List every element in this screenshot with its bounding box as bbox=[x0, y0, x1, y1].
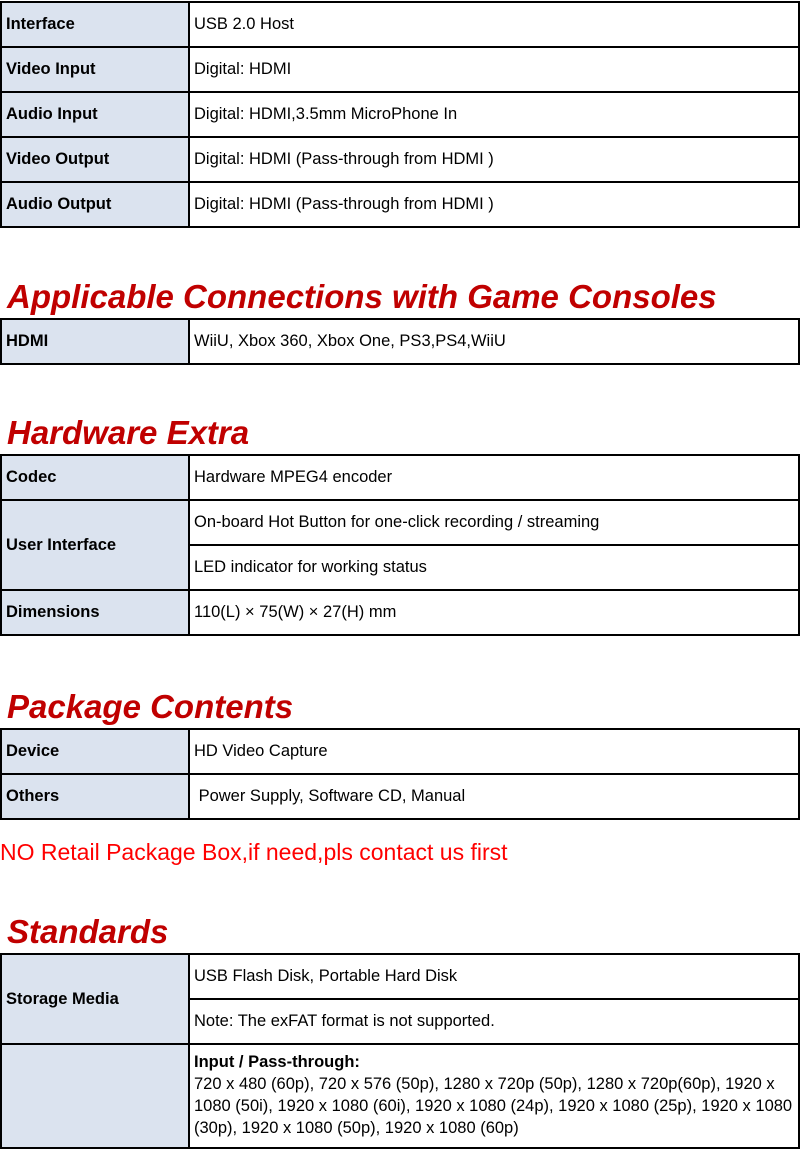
section-heading-package: Package Contents bbox=[7, 688, 294, 725]
consoles-spec-table bbox=[0, 318, 800, 365]
spec-key-empty bbox=[1, 1044, 189, 1148]
section-heading-hardware: Hardware Extra bbox=[7, 414, 250, 451]
spec-key: Device bbox=[1, 729, 189, 774]
spec-key: User Interface bbox=[1, 500, 189, 590]
spec-value: USB Flash Disk, Portable Hard Disk bbox=[189, 954, 799, 999]
resolution-list: 720 x 480 (60p), 720 x 576 (50p), 1280 x 720p (50p), 1280 x 720p(60p), 1920 x 1080 (50i), 1920 x 1080 (60i), 1920 x 1080 (24p), 1920 x 1080 (25p), 1920 x 1080 (30p), 1920 x 1080 (50p), 1920 x 1080 (60p) bbox=[194, 1075, 793, 1137]
package-spec-table bbox=[0, 728, 800, 820]
spec-key: Video Input bbox=[1, 47, 189, 92]
spec-key: Audio Output bbox=[1, 182, 189, 227]
table-row bbox=[1, 92, 799, 137]
table-row bbox=[1, 455, 799, 500]
table-row bbox=[1, 47, 799, 92]
hardware-spec-table bbox=[0, 454, 800, 636]
spec-key: Interface bbox=[1, 2, 189, 47]
resolution-title: Input / Pass-through: bbox=[194, 1053, 360, 1071]
spec-value: Hardware MPEG4 encoder bbox=[189, 455, 799, 500]
spec-value: Power Supply, Software CD, Manual bbox=[189, 774, 799, 819]
table-row bbox=[1, 2, 799, 47]
spec-value: Digital: HDMI (Pass-through from HDMI ) bbox=[189, 182, 799, 227]
table-row bbox=[1, 500, 799, 545]
table-row bbox=[1, 182, 799, 227]
table-row bbox=[1, 137, 799, 182]
spec-value: Digital: HDMI bbox=[189, 47, 799, 92]
standards-spec-table bbox=[0, 953, 800, 1149]
resolution-cell bbox=[189, 1044, 799, 1148]
section-heading-consoles: Applicable Connections with Game Consoles bbox=[7, 278, 717, 315]
spec-value: 110(L) × 75(W) × 27(H) mm bbox=[189, 590, 799, 635]
spec-key: Others bbox=[1, 774, 189, 819]
spec-value: On-board Hot Button for one-click recording / streaming bbox=[189, 500, 799, 545]
table-row bbox=[1, 729, 799, 774]
spec-key: Storage Media bbox=[1, 954, 189, 1044]
section-heading-standards: Standards bbox=[7, 913, 169, 950]
spec-key: Dimensions bbox=[1, 590, 189, 635]
spec-key: HDMI bbox=[1, 319, 189, 364]
table-row bbox=[1, 954, 799, 999]
spec-value: Digital: HDMI,3.5mm MicroPhone In bbox=[189, 92, 799, 137]
spec-value: WiiU, Xbox 360, Xbox One, PS3,PS4,WiiU bbox=[189, 319, 799, 364]
spec-key: Audio Input bbox=[1, 92, 189, 137]
table-row bbox=[1, 319, 799, 364]
spec-value: HD Video Capture bbox=[189, 729, 799, 774]
table-row bbox=[1, 590, 799, 635]
retail-box-notice: NO Retail Package Box,if need,pls contact us first bbox=[0, 839, 508, 865]
spec-value: Note: The exFAT format is not supported. bbox=[189, 999, 799, 1044]
table-row bbox=[1, 1044, 799, 1148]
spec-key: Video Output bbox=[1, 137, 189, 182]
interface-spec-table bbox=[0, 1, 800, 228]
table-row bbox=[1, 774, 799, 819]
spec-value: USB 2.0 Host bbox=[189, 2, 799, 47]
spec-value: Digital: HDMI (Pass-through from HDMI ) bbox=[189, 137, 799, 182]
spec-key: Codec bbox=[1, 455, 189, 500]
spec-value: LED indicator for working status bbox=[189, 545, 799, 590]
